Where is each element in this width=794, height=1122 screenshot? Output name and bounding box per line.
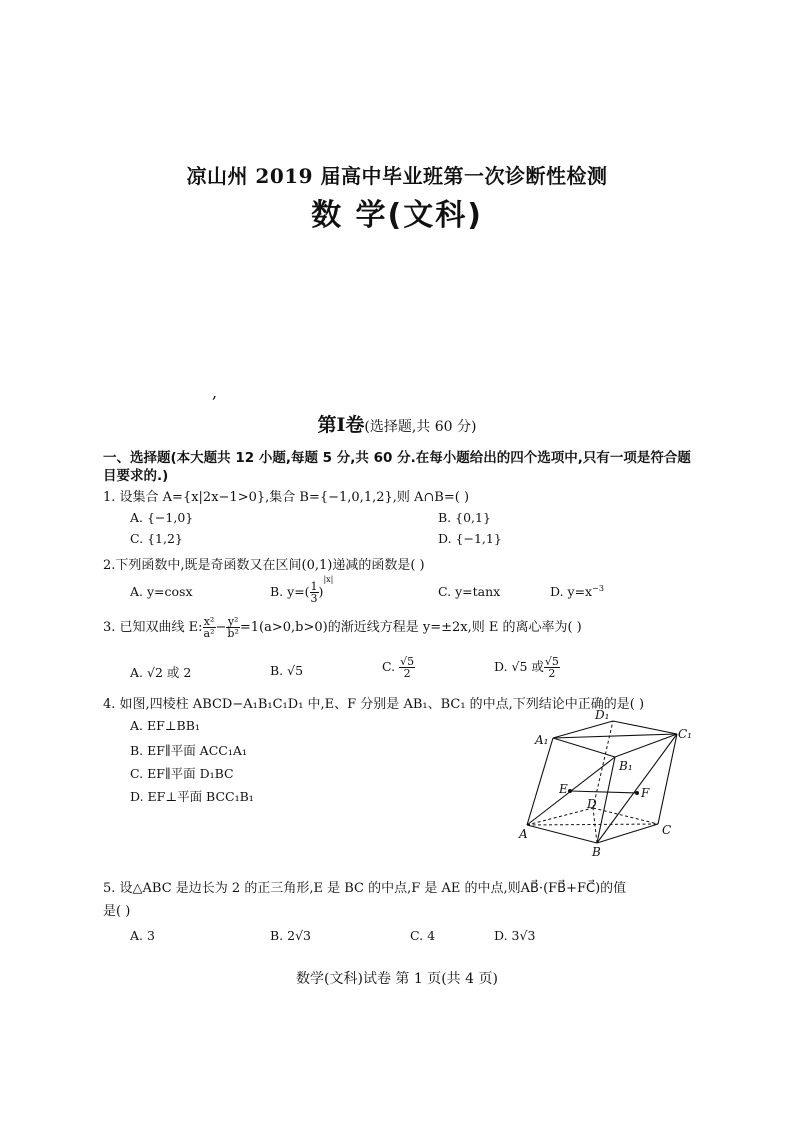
q2-b-suffix: )	[318, 584, 324, 599]
subject-title: 数 学(文科)	[311, 198, 483, 233]
q5-stem-line2: 是( )	[103, 904, 131, 919]
q2-option-a: A. y=cosx	[130, 584, 193, 599]
q5-option-d: D. 3√3	[494, 928, 536, 943]
q2-b-fraction	[310, 581, 319, 604]
label-a1: A₁	[535, 733, 549, 747]
q2-d-exponent: −3	[592, 584, 604, 593]
label-c: C	[662, 823, 672, 837]
q5-option-b: B. 2√3	[270, 928, 312, 943]
q3-option-c	[382, 656, 415, 679]
q2-b-denominator: 3	[310, 592, 318, 605]
q3-fx-den: a²	[203, 627, 215, 640]
q1-option-c: C. {1,2}	[130, 531, 183, 546]
q2-option-d	[550, 584, 604, 599]
q2-stem: 2.下列函数中,既是奇函数又在区间(0,1)递减的函数是( )	[103, 558, 425, 573]
q3-c-den: 2	[403, 667, 411, 680]
stray-mark: ,	[212, 383, 218, 402]
edge-c1-b1	[615, 734, 677, 757]
q5-stem-line1: 5. 设△ABC 是边长为 2 的正三角形,E 是 BC 的中点,F 是 AE 的中点,则AB⃗·(FB⃗+FC⃗)的值	[103, 881, 627, 896]
diag-b-d	[593, 808, 597, 843]
page-footer: 数学(文科)试卷 第 1 页(共 4 页)	[296, 971, 498, 987]
q3-c-prefix: C.	[382, 659, 396, 674]
q3-stem	[103, 616, 582, 639]
q3-d-num: √5	[544, 655, 559, 668]
q3-minus: −	[215, 620, 227, 635]
q2-option-c: C. y=tanx	[438, 584, 501, 599]
label-d1: D₁	[595, 708, 610, 722]
edge-a-a1	[527, 738, 553, 825]
q3-fx-num: x²	[203, 615, 215, 628]
q3-c-num: √5	[400, 655, 415, 668]
q1-stem: 1. 设集合 A={x|2x−1>0},集合 B={−1,0,1,2},则 A∩B=( )	[103, 490, 470, 505]
q2-option-b	[270, 575, 333, 604]
q2-b-prefix: B. y=(	[270, 584, 310, 599]
q3-option-d	[494, 656, 560, 679]
q4-option-d: D. EF⊥平面 BCC₁B₁	[130, 789, 254, 804]
label-c1: C₁	[678, 727, 692, 741]
q5-option-a: A. 3	[130, 928, 155, 943]
diag-a1-c1	[553, 734, 677, 738]
edge-a1-d1	[553, 721, 613, 738]
q3-fy-num: y²	[227, 615, 239, 628]
q1-option-a: A. {−1,0}	[130, 510, 194, 525]
q1-option-b: B. {0,1}	[438, 510, 491, 525]
edge-a-b	[527, 825, 597, 843]
q3-c-fraction	[399, 656, 415, 679]
q1-option-d: D. {−1,1}	[438, 531, 502, 546]
label-b: B	[592, 845, 601, 859]
edge-b-c	[597, 824, 658, 843]
edge-a-d	[527, 808, 593, 825]
point-e	[568, 789, 572, 793]
q4-stem: 4. 如图,四棱柱 ABCD−A₁B₁C₁D₁ 中,E、F 分别是 AB₁、BC₁ 的中点,下列结论中正确的是( )	[103, 697, 645, 712]
part-subtitle: (选择题,共 60 分)	[364, 419, 477, 435]
q2-b-numerator: 1	[310, 580, 318, 593]
q2-b-exponent: |x|	[323, 575, 334, 584]
edge-d-d1	[593, 721, 613, 808]
q3-option-b: B. √5	[270, 663, 304, 678]
q4-option-a: A. EF⊥BB₁	[130, 718, 200, 733]
diag-a-c	[527, 824, 658, 825]
point-f	[635, 791, 639, 795]
part-heading	[0, 410, 794, 437]
segment-e-f	[570, 791, 637, 793]
section-heading: 一、选择题(本大题共 12 小题,每题 5 分,共 60 分.在每小题给出的四个选项中,只有一项是符合题目要求的.)	[103, 450, 691, 484]
q3-fraction-x	[203, 616, 216, 639]
q2-d-base: D. y=x	[550, 584, 593, 600]
q4-option-b: B. EF∥平面 ACC₁A₁	[130, 743, 247, 758]
q3-d-fraction	[544, 656, 560, 679]
q4-option-c: C. EF∥平面 D₁BC	[130, 766, 234, 781]
label-e: E	[559, 782, 568, 796]
label-f: F	[641, 786, 650, 800]
label-d: D	[587, 797, 597, 811]
q3-option-a: A. √2 或 2	[130, 665, 192, 680]
prism-figure	[515, 705, 715, 860]
edge-d1-c1	[613, 721, 677, 734]
part-title: 第Ⅰ卷	[317, 414, 365, 436]
q3-d-den: 2	[548, 667, 556, 680]
q3-d-prefix: D. √5 或	[494, 659, 544, 674]
label-b1: B₁	[619, 759, 633, 773]
exam-title: 凉山州 2019 届高中毕业班第一次诊断性检测	[186, 164, 608, 188]
q3-stem-suffix: =1(a>0,b>0)的渐近线方程是 y=±2x,则 E 的离心率为( )	[239, 620, 582, 635]
q5-option-c: C. 4	[410, 928, 436, 943]
label-a: A	[519, 827, 528, 841]
q3-fraction-y	[226, 616, 239, 639]
q3-fy-den: b²	[227, 627, 239, 640]
q3-stem-prefix: 3. 已知双曲线 E:	[103, 620, 203, 635]
